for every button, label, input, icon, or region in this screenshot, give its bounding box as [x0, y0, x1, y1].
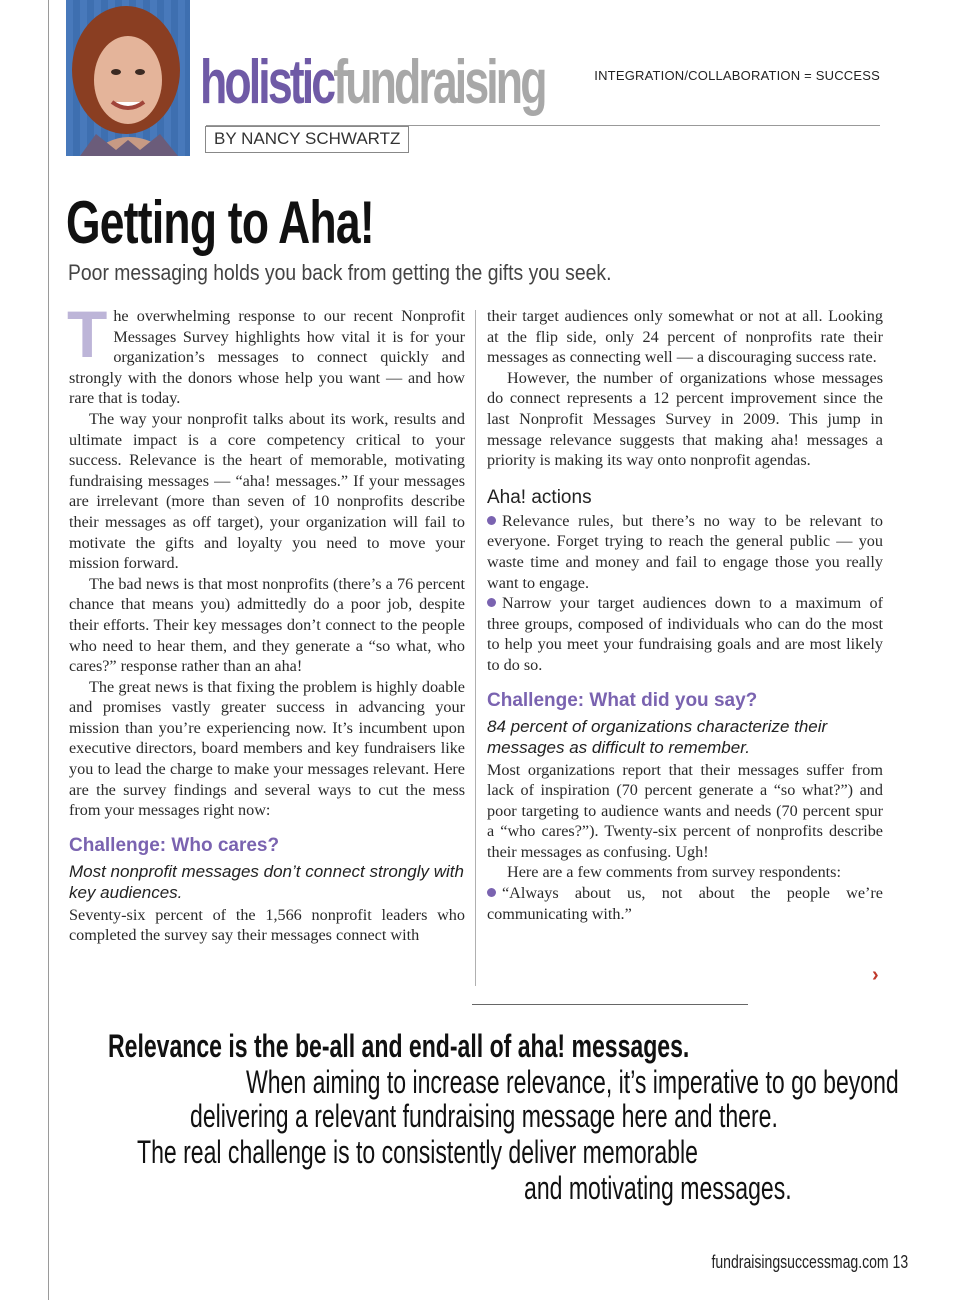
pull-quote-line-5: and motivating messages.	[524, 1170, 792, 1206]
byline: BY NANCY SCHWARTZ	[205, 126, 409, 153]
section-tagline: INTEGRATION/COLLABORATION = SUCCESS	[594, 68, 880, 83]
bullet-dot-icon	[487, 598, 496, 607]
bullet-item	[487, 511, 883, 593]
footer-site-url[interactable]: fundraisingsuccessmag.com	[711, 1252, 889, 1272]
paragraph: Most organizations report that their messages suffer from lack of inspiration (70 percent generate a “so what?”) and poor targeting to audience wants and needs (70 percent spur a “who cares?”). Twenty-six percent of nonprofits describe their messages as confusing. Ugh!	[487, 760, 883, 861]
challenge-heading-what-did-you-say: Challenge: What did you say?	[487, 689, 758, 711]
challenge-subhead-who-cares: Most nonprofit messages don’t connect strongly with key audiences.	[69, 861, 464, 902]
paragraph: Seventy-six percent of the 1,566 nonprofit leaders who completed the survey say their messages connect with	[69, 905, 465, 945]
bullet-item	[487, 593, 883, 675]
bullet-dot-icon	[487, 516, 496, 525]
bullet-text: Relevance rules, but there’s no way to be relevant to everyone. Forget trying to reach the general public — you waste time and money and fail to engage those you really want to engage.	[487, 511, 883, 592]
pull-quote-line-3: delivering a relevant fundraising message here and there.	[190, 1098, 778, 1134]
article-dek: Poor messaging holds you back from getting the gifts you seek.	[68, 260, 612, 285]
bullet-text: “Always about us, not about the people we’re communicating with.”	[487, 884, 883, 923]
bullet-dot-icon	[487, 888, 496, 897]
continued-arrow-icon[interactable]: ›	[872, 964, 879, 986]
section-brand	[200, 48, 545, 117]
author-portrait-image	[66, 0, 190, 156]
section-brand-fundraising: fundraising	[333, 48, 545, 117]
paragraph: The way your nonprofit talks about its work, results and ultimate impact is a core competency critical to your success. Relevance is the heart of memorable, motivating fundraising messages — “aha! messages.” If your messages are irrelevant (more than seven of 10 nonprofits describe their messages as off target), your organization will fail to motivate the gifts and loyalty you need to move your mission forward.	[69, 409, 465, 573]
paragraph: Here are a few comments from survey respondents:	[507, 863, 841, 882]
pull-quote-line-4: The real challenge is to consistently deliver memorable	[137, 1134, 698, 1170]
article-column-left	[67, 297, 465, 946]
article-column-right	[487, 306, 883, 924]
aha-actions-heading: Aha! actions	[487, 486, 592, 508]
bullet-text: Narrow your target audiences down to a maximum of three groups, composed of individuals who can do the most to help you meet your fundraising goals and are most likely to do so.	[487, 594, 883, 674]
article-title: Getting to Aha!	[66, 189, 374, 256]
drop-cap: T	[67, 297, 108, 371]
column-divider	[475, 310, 476, 986]
pull-quote-rule	[472, 1004, 748, 1005]
paragraph	[67, 297, 465, 409]
pull-quote-line-2: When aiming to increase relevance, it’s imperative to go beyond	[246, 1064, 899, 1100]
paragraph-text: he overwhelming response to our recent Nonprofit Messages Survey highlights how vital it is for your organization’s messages to connect quickly and strongly with the donors whose help you want — and how rare that is today.	[69, 307, 465, 408]
section-brand-holistic: holistic	[200, 48, 334, 117]
challenge-heading-who-cares: Challenge: Who cares?	[69, 834, 280, 856]
margin-rule	[48, 0, 49, 1300]
page-number: 13	[892, 1252, 908, 1272]
challenge-subhead-what-did-you-say: 84 percent of organizations characterize their messages as difficult to remember.	[487, 716, 828, 757]
pull-quote-line-1: Relevance is the be-all and end-all of aha! messages.	[108, 1028, 690, 1064]
paragraph: The bad news is that most nonprofits (there’s a 76 percent chance that means you) admittedly do a poor job, despite their efforts. Their key messages don’t connect to the people who need to hear them, and they generate a “so what, who cares?” response rather than an aha!	[69, 574, 465, 676]
author-photo	[66, 0, 190, 156]
bullet-item	[487, 883, 883, 924]
footer	[711, 1252, 908, 1273]
paragraph: their target audiences only somewhat or not at all. Looking at the flip side, only 24 percent of nonprofits rate their messages as connecting well — a discouraging success rate.	[487, 307, 883, 367]
paragraph: The great news is that fixing the problem is highly doable and promises vastly greater success in advancing your mission than you’re experiencing now. It’s incumbent upon executive directors, board members and key fundraisers like you to lead the charge to make your messages relevant. Here are the survey findings and several ways to cut the mess from your messages right now:	[69, 677, 465, 820]
paragraph: However, the number of organizations whose messages do connect represents a 12 percent improvement since the last Nonprofit Messages Survey in 2009. This jump in message relevance suggests that making aha! messages a priority is making its way onto nonprofit agendas.	[487, 368, 883, 470]
